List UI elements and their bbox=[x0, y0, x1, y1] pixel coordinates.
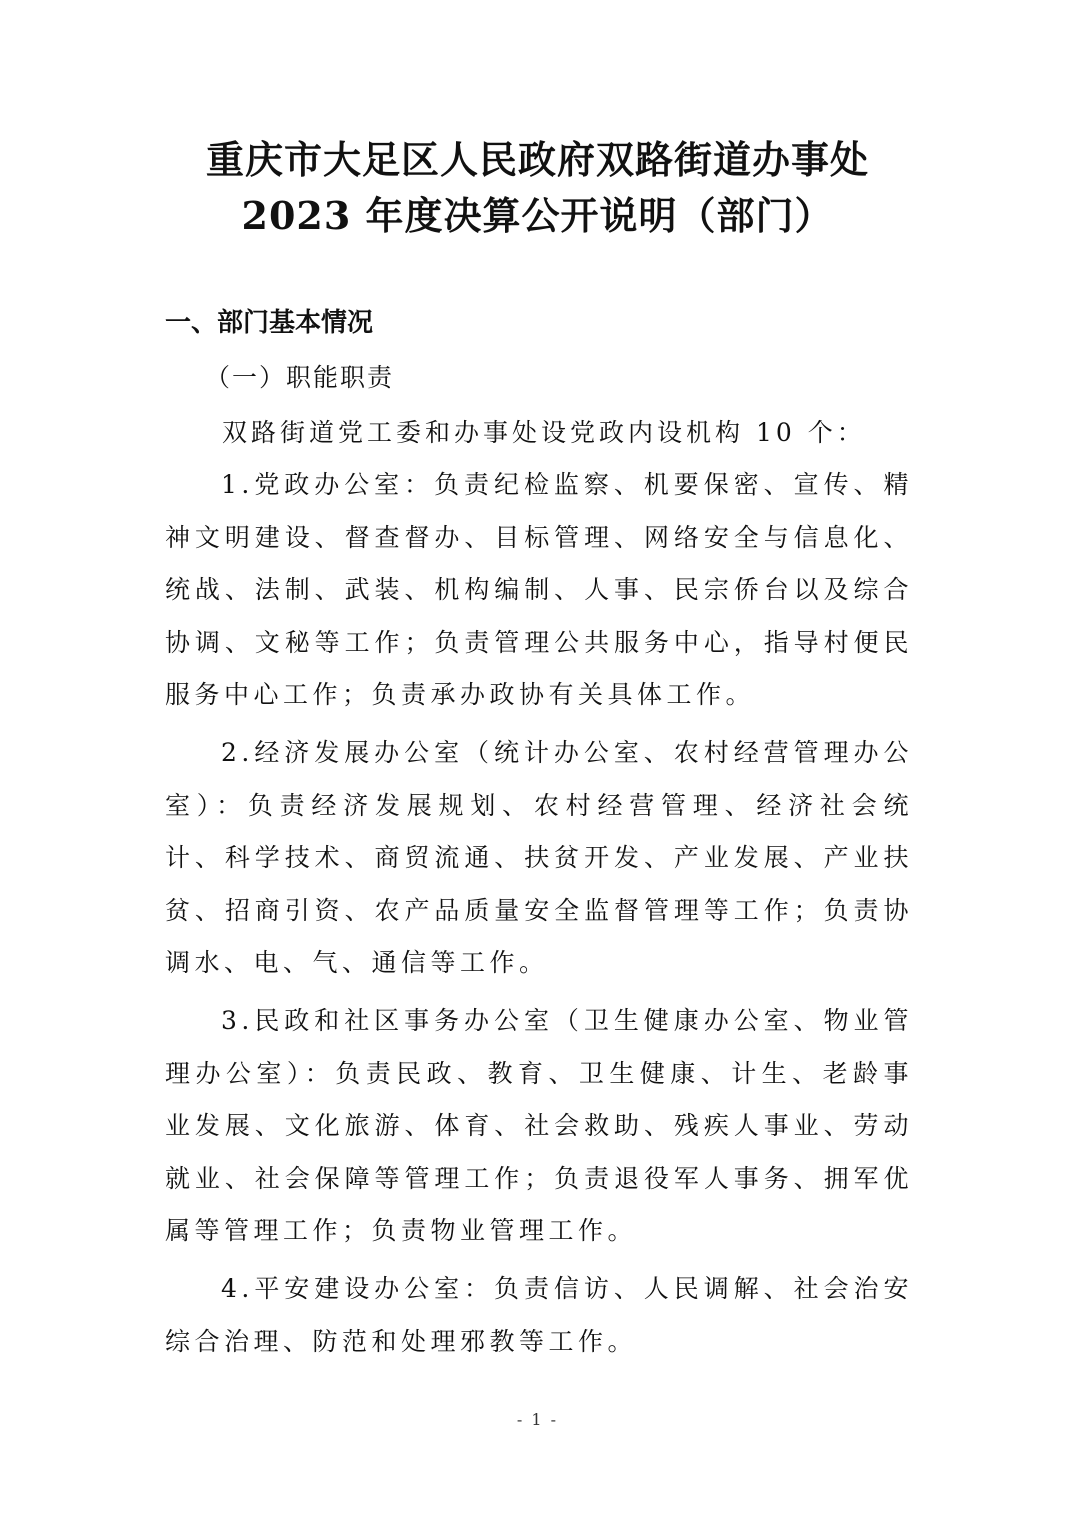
document-title-line-1: 重庆市大足区人民政府双路街道办事处 bbox=[205, 137, 869, 182]
document-title-line-2: 2023 年度决算公开说明（部门） bbox=[241, 193, 834, 238]
intro-paragraph: 双路街道党工委和办事处设党政内设机构 10 个： bbox=[222, 418, 866, 447]
page-number: - 1 - bbox=[516, 1410, 559, 1429]
paragraph-safety-office: 4.平安建设办公室：负责信访、人民调解、社会治安综合治理、防范和处理邪教等工作。 bbox=[165, 1274, 913, 1356]
paragraph-civil-affairs-office: 3.民政和社区事务办公室（卫生健康办公室、物业管理办公室）：负责民政、教育、卫生健康、计生、老龄事业发展、文化旅游、体育、社会救助、残疾人事业、劳动就业、社会保障等管理工作；负责退役军人事务、拥军优属等管理工作；负责物业管理工作。 bbox=[165, 1006, 913, 1245]
subsection-heading: （一）职能职责 bbox=[205, 363, 395, 392]
section-heading: 一、部门基本情况 bbox=[165, 308, 374, 338]
paragraph-party-office: 1.党政办公室：负责纪检监察、机要保密、宣传、精神文明建设、督查督办、目标管理、网络安全与信息化、统战、法制、武装、机构编制、人事、民宗侨台以及综合协调、文秘等工作；负责管理公共服务中心，指导村便民服务中心工作；负责承办政协有关具体工作。 bbox=[165, 470, 913, 709]
paragraph-economic-office: 2.经济发展办公室（统计办公室、农村经营管理办公室）：负责经济发展规划、农村经营管理、经济社会统计、科学技术、商贸流通、扶贫开发、产业发展、产业扶贫、招商引资、农产品质量安全监督管理等工作；负责协调水、电、气、通信等工作。 bbox=[165, 738, 913, 977]
